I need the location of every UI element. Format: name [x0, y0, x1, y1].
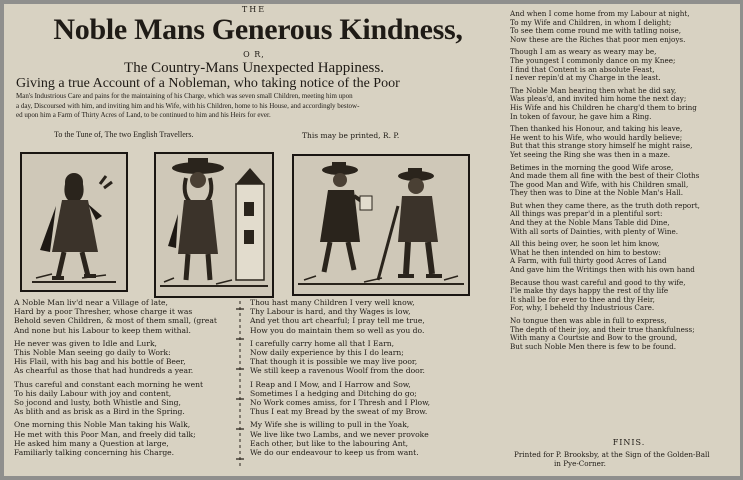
stanza — [250, 339, 508, 376]
verse-line: He never was given to Idle and Lurk, — [14, 338, 157, 348]
fine-line: a day, Discoursed with him, and inviting him and his Wife, with his Children, home to his House, and accordingly bestow- — [16, 101, 360, 110]
verse-line: Familiarly talking concerning his Charge. — [14, 448, 175, 458]
verse-line: Thy Labour is hard, and thy Wages is low, — [250, 307, 411, 317]
verse-line: This Noble Man seeing go daily to Work: — [14, 348, 171, 358]
verse-line: Sometimes I a hedging and Ditching do go; — [250, 388, 417, 398]
verse-line: So jocond and lusty, both Whistle and Sing, — [14, 398, 181, 408]
meeting-illustration — [294, 156, 468, 294]
verse-line: And yet thou art chearful; I pray tell me true, — [250, 316, 425, 326]
stanza — [14, 380, 236, 417]
verse-line: With all sorts of Dainties, with plenty of Wine. — [510, 227, 679, 236]
verse-line: Though I am as weary as weary may be, — [510, 48, 657, 57]
verse-line: Yet seeing the Ring she was then in a maze. — [510, 150, 670, 159]
verse-line: In token of favour, he gave him a Ring. — [510, 112, 652, 121]
verse-line: But when they came there, as the truth doth report, — [510, 201, 700, 210]
verse-line: Was pleas'd, and invited him home the next day; — [510, 95, 687, 104]
verse-line: I never repin'd at my Charge in the least. — [510, 74, 661, 83]
verse-line: His Flail, with his bag and his bottle of Beer, — [14, 357, 186, 367]
fine-line: Man's Industrious Care and pains for the maintaining of his Charge, which was seven small Children, meeting him upon — [16, 92, 353, 100]
verse-line: A Noble Man liv'd near a Village of late, — [14, 298, 168, 307]
verse-line: Behold seven Children, & most of them small, (great — [14, 316, 217, 326]
verse-line: One morning this Noble Man taking his Walk, — [14, 420, 191, 430]
verse-line: And gave him the Writings then with his own hand — [510, 266, 695, 275]
verse-line: I'le make thy days happy the rest of thy life — [510, 287, 669, 296]
verse-line: Each other, but like to the labouring Ant, — [250, 438, 409, 448]
ornament-divider — [234, 299, 246, 469]
verse-line: To my Wife and Children, in whom I delight; — [510, 18, 672, 27]
verse-line: All this being over, he soon let him know, — [510, 240, 660, 249]
verse-line: And when I come home from my Labour at night, — [510, 10, 690, 18]
verse-line: He went to his Wife, who would hardly believe; — [510, 133, 683, 142]
subtitle: The Country-Mans Unexpected Happiness. — [124, 60, 384, 76]
stanza — [250, 380, 508, 417]
stanza — [510, 10, 738, 44]
verse-line: Now these are the Riches that poor men enjoys. — [510, 35, 686, 44]
verse-line: To see them come round me with tatling noise, — [510, 27, 682, 36]
title-or: O R, — [243, 50, 265, 59]
verse-line: And none but his Labour to keep them withal. — [14, 325, 191, 335]
verse-line: It shall be for ever to thee and thy Heir, — [510, 295, 655, 304]
verse-line: My Wife she is willing to pull in the Yoak, — [250, 420, 410, 430]
verse-line: I find that Content is an absolute Feast, — [510, 65, 655, 74]
stanza — [250, 298, 508, 335]
stanza — [510, 279, 738, 313]
woodcut-two-men-meeting — [292, 154, 470, 296]
verse-column-2 — [250, 298, 508, 461]
verse-line: I carefully carry home all that I Earn, — [250, 338, 395, 348]
verse-line: And made them all fine with the best of their Cloths — [510, 172, 700, 181]
verse-line: But that this strange story himself he might raise, — [510, 142, 693, 151]
woodcut-nobleman — [154, 152, 274, 298]
finis: FINIS. — [612, 438, 646, 447]
stanza — [510, 240, 738, 274]
verse-line: Thou hast many Children I very well know, — [250, 298, 415, 307]
verse-line: Hard by a poor Thresher, whose charge it was — [14, 307, 193, 317]
verse-line: As blith and as brisk as a Bird in the Spring. — [14, 407, 185, 417]
stanza — [250, 420, 508, 457]
verse-line: What he then intended on him to bestow: — [510, 248, 661, 257]
verse-line: As chearful as those that had hundreds a year. — [14, 366, 194, 376]
verse-line: We still keep a ravenous Woolf from the door. — [250, 366, 425, 376]
licence-line: This may be printed, R. P. — [302, 131, 400, 140]
verse-line: No Work comes amiss, for I Thresh and I Plow, — [250, 398, 431, 408]
title-the: THE — [241, 5, 267, 14]
verse-line: That though it is possible we may live poor, — [250, 357, 418, 367]
nobleman-illustration — [156, 154, 272, 296]
verse-line: Betimes in the morning the good Wife arose, — [510, 163, 674, 172]
stanza — [14, 420, 236, 457]
verse-line: All things was prepar'd in a plentiful sort: — [510, 210, 663, 219]
verse-line: He asked him many a Question at large, — [14, 438, 169, 448]
stanza — [510, 125, 738, 159]
verse-line: To his daily Labour with joy and content, — [14, 388, 172, 398]
verse-line: But such Noble Men there is few to be found. — [510, 342, 677, 351]
fine-line: ed upon him a Farm of Thirty Acres of Land, to be continued to him and his Heirs for ever. — [16, 111, 271, 120]
verse-line: No tongue then was able in full to express, — [510, 317, 667, 325]
printer-imprint — [514, 450, 740, 468]
verse-line: And they at the Noble Mans Table did Dine, — [510, 219, 670, 228]
verse-line: How you do maintain them so well as you do. — [250, 325, 425, 335]
description-line: Giving a true Account of a Nobleman, who taking notice of the Poor — [16, 76, 400, 91]
verse-line: Thus careful and constant each morning he went — [14, 379, 204, 389]
verse-line: A Farm, with full thirty good Acres of Land — [510, 257, 667, 266]
verse-line: He met with this Poor Man, and freely did talk; — [14, 429, 196, 439]
verse-column-1 — [14, 298, 236, 461]
verse-line: I Reap and I Mow, and I Harrow and Sow, — [250, 379, 411, 389]
verse-line: Now daily experience by this I do learn; — [250, 348, 404, 358]
description-fine-print — [16, 92, 502, 121]
main-title: Noble Mans Generous Kindness, — [53, 13, 463, 46]
verse-line: The good Man and Wife, with his Children small, — [510, 180, 689, 189]
verse-line: Then thanked his Honour, and taking his leave, — [510, 125, 683, 134]
stanza — [14, 298, 236, 335]
stanza — [510, 202, 738, 236]
imprint-line: in Pye-Corner. — [554, 459, 606, 468]
verse-line: For, why, I beheld thy Industrious Care. — [510, 304, 655, 313]
imprint-line: Printed for P. Brooksby, at the Sign of the Golden-Ball — [514, 450, 710, 459]
tune-line: To the Tune of, The two English Travellers. — [54, 130, 194, 139]
verse-line: Thus I eat my Bread by the sweat of my Brow. — [250, 407, 428, 417]
verse-column-3 — [510, 10, 738, 355]
stanza — [510, 317, 738, 351]
stanza — [510, 48, 738, 82]
stanza — [510, 87, 738, 121]
verse-line: We do our endeavour to keep us from want. — [250, 448, 419, 458]
verse-line: Because thou wast careful and good to thy wife, — [510, 278, 686, 287]
verse-line: With many a Courtsie and Bow to the ground, — [510, 334, 678, 343]
verse-line: The Noble Man hearing then what he did say, — [510, 86, 677, 95]
verse-line: We live like two Lambs, and we never provoke — [250, 429, 429, 439]
stanza — [14, 339, 236, 376]
stanza — [510, 164, 738, 198]
woodcut-cloaked-man — [20, 152, 128, 292]
broadside-sheet — [4, 4, 740, 476]
verse-line: His Wife and his Children he charg'd them to bring — [510, 103, 697, 112]
verse-line: The depth of their joy, and their true thankfulness; — [510, 325, 695, 334]
verse-line: They then was to Dine at the Noble Man's Hall. — [510, 189, 684, 198]
verse-line: The youngest I commonly dance on my Knee; — [510, 56, 676, 65]
cloaked-man-illustration — [22, 154, 126, 290]
